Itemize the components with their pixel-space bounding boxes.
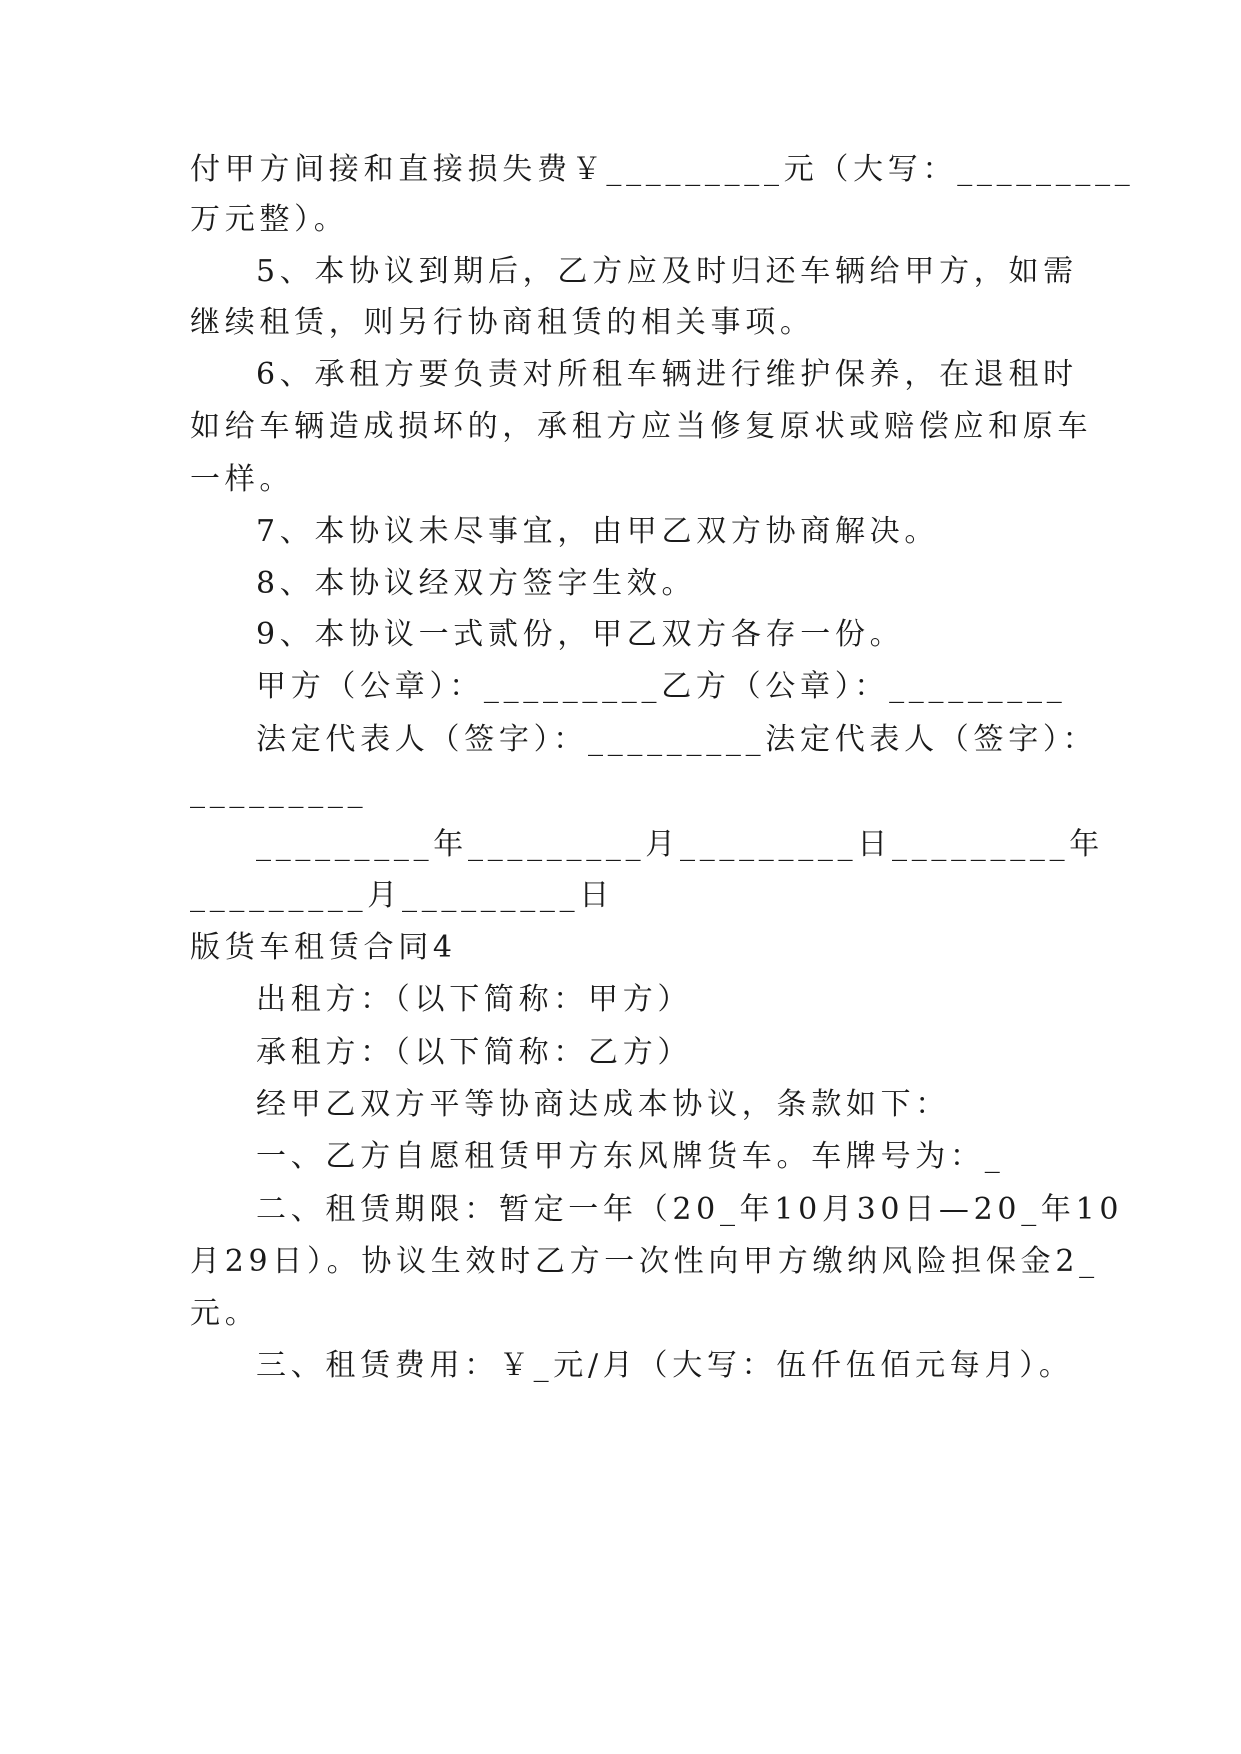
date-line: _________月_________日 <box>190 878 614 913</box>
lessor-line: 出租方：（以下简称：甲方） <box>256 982 693 1017</box>
clause-line: 一、乙方自愿租赁甲方东风牌货车。车牌号为：_ <box>256 1139 1005 1174</box>
text-line: 付甲方间接和直接损失费￥_________元（大写：_________ <box>190 152 1135 187</box>
text-line: 一样。 <box>190 462 295 497</box>
text-line: 7、本协议未尽事宜，由甲乙双方协商解决。 <box>256 514 940 549</box>
lessee-line: 承租方：（以下简称：乙方） <box>256 1035 693 1070</box>
signature-line-seal: 甲方（公章）：_________乙方（公章）：_________ <box>256 669 1067 704</box>
text-line: 5、本协议到期后，乙方应及时归还车辆给甲方，如需 <box>256 254 1078 289</box>
text-line: 万元整）。 <box>190 202 349 237</box>
text-line: 8、本协议经双方签字生效。 <box>256 566 697 601</box>
text-line: 如给车辆造成损坏的，承租方应当修复原状或赔偿应和原车 <box>190 409 1093 444</box>
clause-line: 元。 <box>190 1296 260 1331</box>
clause-line: 三、租赁费用：￥_元/月（大写：伍仟伍佰元每月）。 <box>256 1348 1074 1383</box>
text-line: 9、本协议一式贰份，甲乙双方各存一份。 <box>256 617 905 652</box>
text-line: 6、承租方要负责对所租车辆进行维护保养，在退租时 <box>256 357 1078 392</box>
date-line: _________年_________月_________日_________年 <box>256 827 1104 862</box>
signature-line-representative: 法定代表人（签字）：_________法定代表人（签字）： <box>256 722 1098 757</box>
text-line: 继续租赁，则另行协商租赁的相关事项。 <box>190 305 815 340</box>
clause-line: 月29日）。协议生效时乙方一次性向甲方缴纳风险担保金2_ <box>190 1244 1099 1279</box>
clause-line: 二、租赁期限：暂定一年（20_年10月30日—20_年10 <box>256 1192 1124 1227</box>
text-line: 经甲乙双方平等协商达成本协议，条款如下： <box>256 1087 950 1122</box>
blank-line: _________ <box>190 774 368 809</box>
contract-heading: 版货车租赁合同4 <box>190 930 457 965</box>
